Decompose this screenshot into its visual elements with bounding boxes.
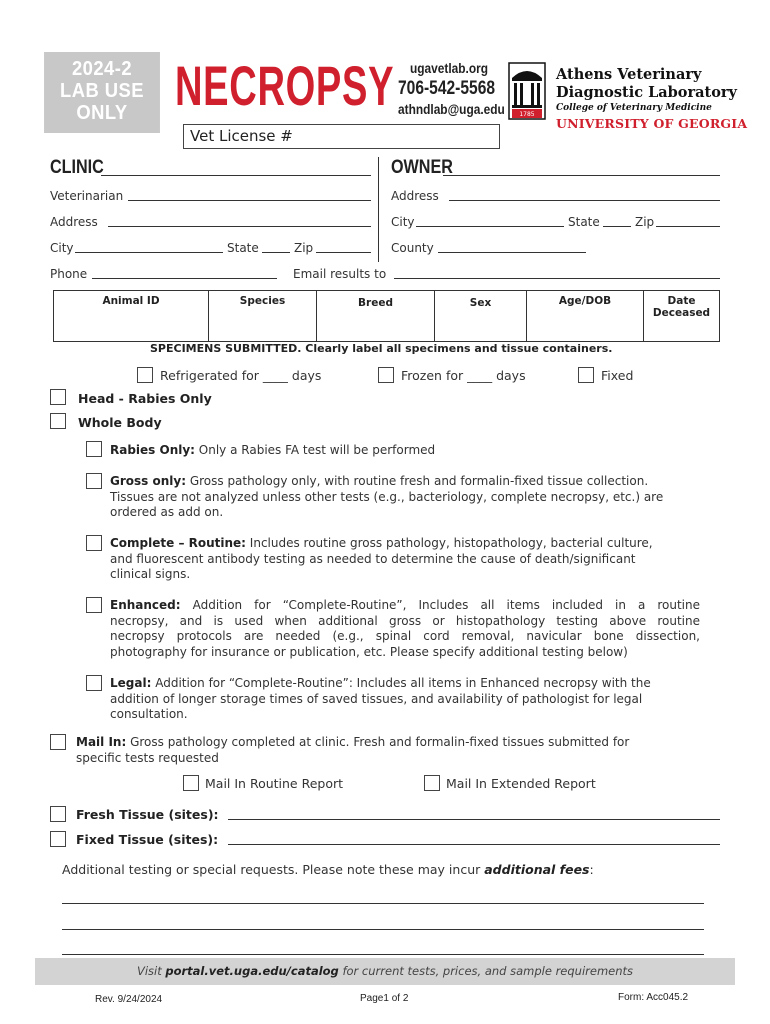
- mail-in-extended-checkbox[interactable]: [424, 775, 440, 791]
- legal-line-1: Addition for “Complete-Routine”: Includes all items in Enhanced necropsy with the: [151, 676, 651, 690]
- veterinarian-field[interactable]: [128, 200, 371, 201]
- additional-testing-text: [62, 862, 594, 878]
- owner-heading: OWNER: [391, 157, 453, 178]
- college-name: College of Veterinary Medicine: [556, 103, 712, 113]
- fixed-label: Fixed: [601, 368, 634, 383]
- rabies-only-checkbox[interactable]: [86, 441, 102, 457]
- mail-in-checkbox[interactable]: [50, 734, 66, 750]
- mail-in-line-2: specific tests requested: [76, 750, 219, 765]
- fixed-tissue-field[interactable]: [228, 844, 720, 845]
- gross-only-line-2: Tissues are not analyzed unless other tests (e.g., bacteriology, complete necropsy, etc.) are: [110, 489, 664, 504]
- owner-county-field[interactable]: [438, 252, 586, 253]
- animal-id-cell[interactable]: Animal ID: [54, 291, 209, 342]
- gross-only-checkbox[interactable]: [86, 473, 102, 489]
- owner-county-label: County: [391, 241, 434, 255]
- clinic-phone-label: Phone: [50, 267, 88, 281]
- owner-address-field[interactable]: [449, 200, 720, 201]
- clinic-zip-label: Zip: [294, 241, 314, 255]
- owner-city-label: City: [391, 215, 415, 229]
- veterinarian-label: Veterinarian: [50, 189, 124, 203]
- additional-testing-label: Additional testing or special requests. Please note these may incur: [62, 862, 485, 877]
- gross-only-line-1: Gross pathology only, with routine fresh and formalin-fixed tissue collection.: [186, 474, 649, 488]
- uga-arch-logo-icon: [508, 62, 546, 120]
- mail-in-text: [76, 735, 629, 766]
- lab-use-line-2: LAB USE: [59, 80, 144, 102]
- fresh-tissue-field[interactable]: [228, 819, 720, 820]
- enhanced-line-1: Addition for “Complete-Routine”, Includes all items included in a routine: [180, 598, 700, 612]
- complete-routine-label: Complete – Routine:: [110, 536, 246, 550]
- lab-use-only-box: [44, 52, 160, 133]
- contact-block: [398, 60, 524, 117]
- logo-year: 1785: [519, 111, 535, 118]
- page-number: Page1 of 2: [360, 993, 409, 1004]
- additional-fees-emphasis: additional fees: [484, 862, 590, 877]
- clinic-city-label: City: [50, 241, 74, 255]
- owner-state-label: State: [568, 215, 600, 229]
- complete-routine-line-2: and fluorescent antibody testing as needed to determine the cause of death/significant: [110, 551, 636, 566]
- clinic-phone-field[interactable]: [92, 278, 277, 279]
- additional-line-1[interactable]: [62, 903, 704, 904]
- clinic-state-label: State: [227, 241, 259, 255]
- legal-checkbox[interactable]: [86, 675, 102, 691]
- owner-zip-field[interactable]: [656, 226, 720, 227]
- complete-routine-text: [110, 536, 653, 583]
- rabies-only-label: Rabies Only:: [110, 443, 195, 457]
- fresh-tissue-label: Fresh Tissue (sites):: [76, 807, 219, 822]
- gross-only-line-3: ordered as add on.: [110, 505, 224, 519]
- lab-use-line-3: ONLY: [76, 102, 128, 124]
- mail-in-routine-label: Mail In Routine Report: [205, 776, 344, 791]
- owner-name-field[interactable]: [443, 175, 720, 176]
- mail-in-extended-label: Mail In Extended Report: [446, 776, 596, 791]
- form-title: NECROPSY: [175, 54, 395, 117]
- legal-line-2: addition of longer storage times of saved tissues, and availability of pathologist for legal: [110, 691, 643, 706]
- enhanced-checkbox[interactable]: [86, 597, 102, 613]
- clinic-state-field[interactable]: [262, 252, 290, 253]
- additional-line-3[interactable]: [62, 954, 704, 955]
- complete-routine-checkbox[interactable]: [86, 535, 102, 551]
- whole-body-checkbox[interactable]: [50, 413, 66, 429]
- university-name: UNIVERSITY OF GEORGIA: [556, 116, 748, 131]
- email-results-field[interactable]: [394, 278, 720, 279]
- enhanced-line-3: necropsy protocols are needed (e.g., spinal cord removal, navicular bone dissection,: [110, 629, 700, 643]
- mail-in-label: Mail In:: [76, 735, 127, 749]
- breed-cell[interactable]: Breed: [317, 291, 435, 342]
- species-cell[interactable]: Species: [209, 291, 317, 342]
- gross-only-text: [110, 474, 663, 521]
- fixed-tissue-label: Fixed Tissue (sites):: [76, 832, 219, 847]
- clinic-city-field[interactable]: [75, 252, 223, 253]
- rabies-only-desc: Only a Rabies FA test will be performed: [194, 443, 436, 457]
- specimens-heading: SPECIMENS SUBMITTED. Clearly label all specimens and tissue containers.: [150, 342, 613, 355]
- additional-colon: :: [589, 862, 594, 877]
- owner-address-label: Address: [391, 189, 439, 203]
- clinic-address-field[interactable]: [108, 226, 371, 227]
- age-dob-cell[interactable]: Age/DOB: [527, 291, 644, 342]
- clinic-owner-divider: [378, 157, 379, 262]
- complete-routine-line-3: clinical signs.: [110, 567, 191, 581]
- mail-in-routine-checkbox[interactable]: [183, 775, 199, 791]
- lab-name-line-1: Athens Veterinary: [556, 66, 702, 83]
- rabies-only-text: [110, 443, 435, 459]
- fixed-tissue-checkbox[interactable]: [50, 831, 66, 847]
- fixed-checkbox[interactable]: [578, 367, 594, 383]
- catalog-banner: [35, 958, 735, 985]
- fresh-tissue-checkbox[interactable]: [50, 806, 66, 822]
- clinic-zip-field[interactable]: [316, 252, 371, 253]
- refrigerated-checkbox[interactable]: [137, 367, 153, 383]
- legal-line-3: consultation.: [110, 707, 188, 721]
- clinic-address-label: Address: [50, 215, 98, 229]
- form-number: Form: Acc045.2: [618, 992, 689, 1003]
- lab-use-line-1: 2024-2: [71, 58, 133, 80]
- enhanced-line-4: photography for insurance or publication, etc. Please specify additional testing below): [110, 644, 628, 659]
- additional-line-2[interactable]: [62, 929, 704, 930]
- email-results-label: Email results to: [293, 267, 387, 281]
- date-deceased-cell[interactable]: Date Deceased: [644, 291, 720, 342]
- owner-state-field[interactable]: [603, 226, 631, 227]
- owner-city-field[interactable]: [416, 226, 564, 227]
- phone-number: 706-542-5568: [398, 78, 496, 99]
- mail-in-line-1: Gross pathology completed at clinic. Fresh and formalin-fixed tissues submitted for: [126, 735, 630, 749]
- frozen-checkbox[interactable]: [378, 367, 394, 383]
- whole-body-label: Whole Body: [78, 415, 162, 430]
- complete-routine-line-1: Includes routine gross pathology, histopathology, bacterial culture,: [245, 536, 653, 550]
- gross-only-label: Gross only:: [110, 474, 186, 488]
- lab-name: [556, 66, 737, 102]
- animal-table-row: [54, 291, 720, 342]
- website-link[interactable]: ugavetlab.org: [410, 60, 489, 76]
- enhanced-label: Enhanced:: [110, 598, 181, 612]
- clinic-name-field[interactable]: [101, 175, 371, 176]
- refrigerated-label: Refrigerated for ____ days: [160, 368, 322, 383]
- enhanced-text: [110, 598, 700, 660]
- animal-table: [53, 290, 720, 342]
- catalog-rest: for current tests, prices, and sample requirements: [338, 964, 634, 978]
- frozen-label: Frozen for ____ days: [401, 368, 526, 383]
- owner-zip-label: Zip: [635, 215, 655, 229]
- head-rabies-checkbox[interactable]: [50, 389, 66, 405]
- vet-license-field[interactable]: Vet License #: [183, 124, 500, 149]
- enhanced-line-2: necropsy, and is used when additional gross or histopathology testing above routine: [110, 613, 700, 628]
- lab-name-line-2: Diagnostic Laboratory: [556, 84, 737, 101]
- legal-text: [110, 676, 651, 723]
- catalog-link[interactable]: portal.vet.uga.edu/catalog: [165, 964, 339, 978]
- catalog-visit: Visit: [136, 964, 166, 978]
- head-rabies-label: Head - Rabies Only: [78, 391, 212, 406]
- clinic-heading: CLINIC: [50, 157, 104, 178]
- sex-cell[interactable]: Sex: [435, 291, 527, 342]
- revision-date: Rev. 9/24/2024: [95, 994, 163, 1005]
- email-link[interactable]: athndlab@uga.edu: [398, 101, 505, 117]
- legal-label: Legal:: [110, 676, 152, 690]
